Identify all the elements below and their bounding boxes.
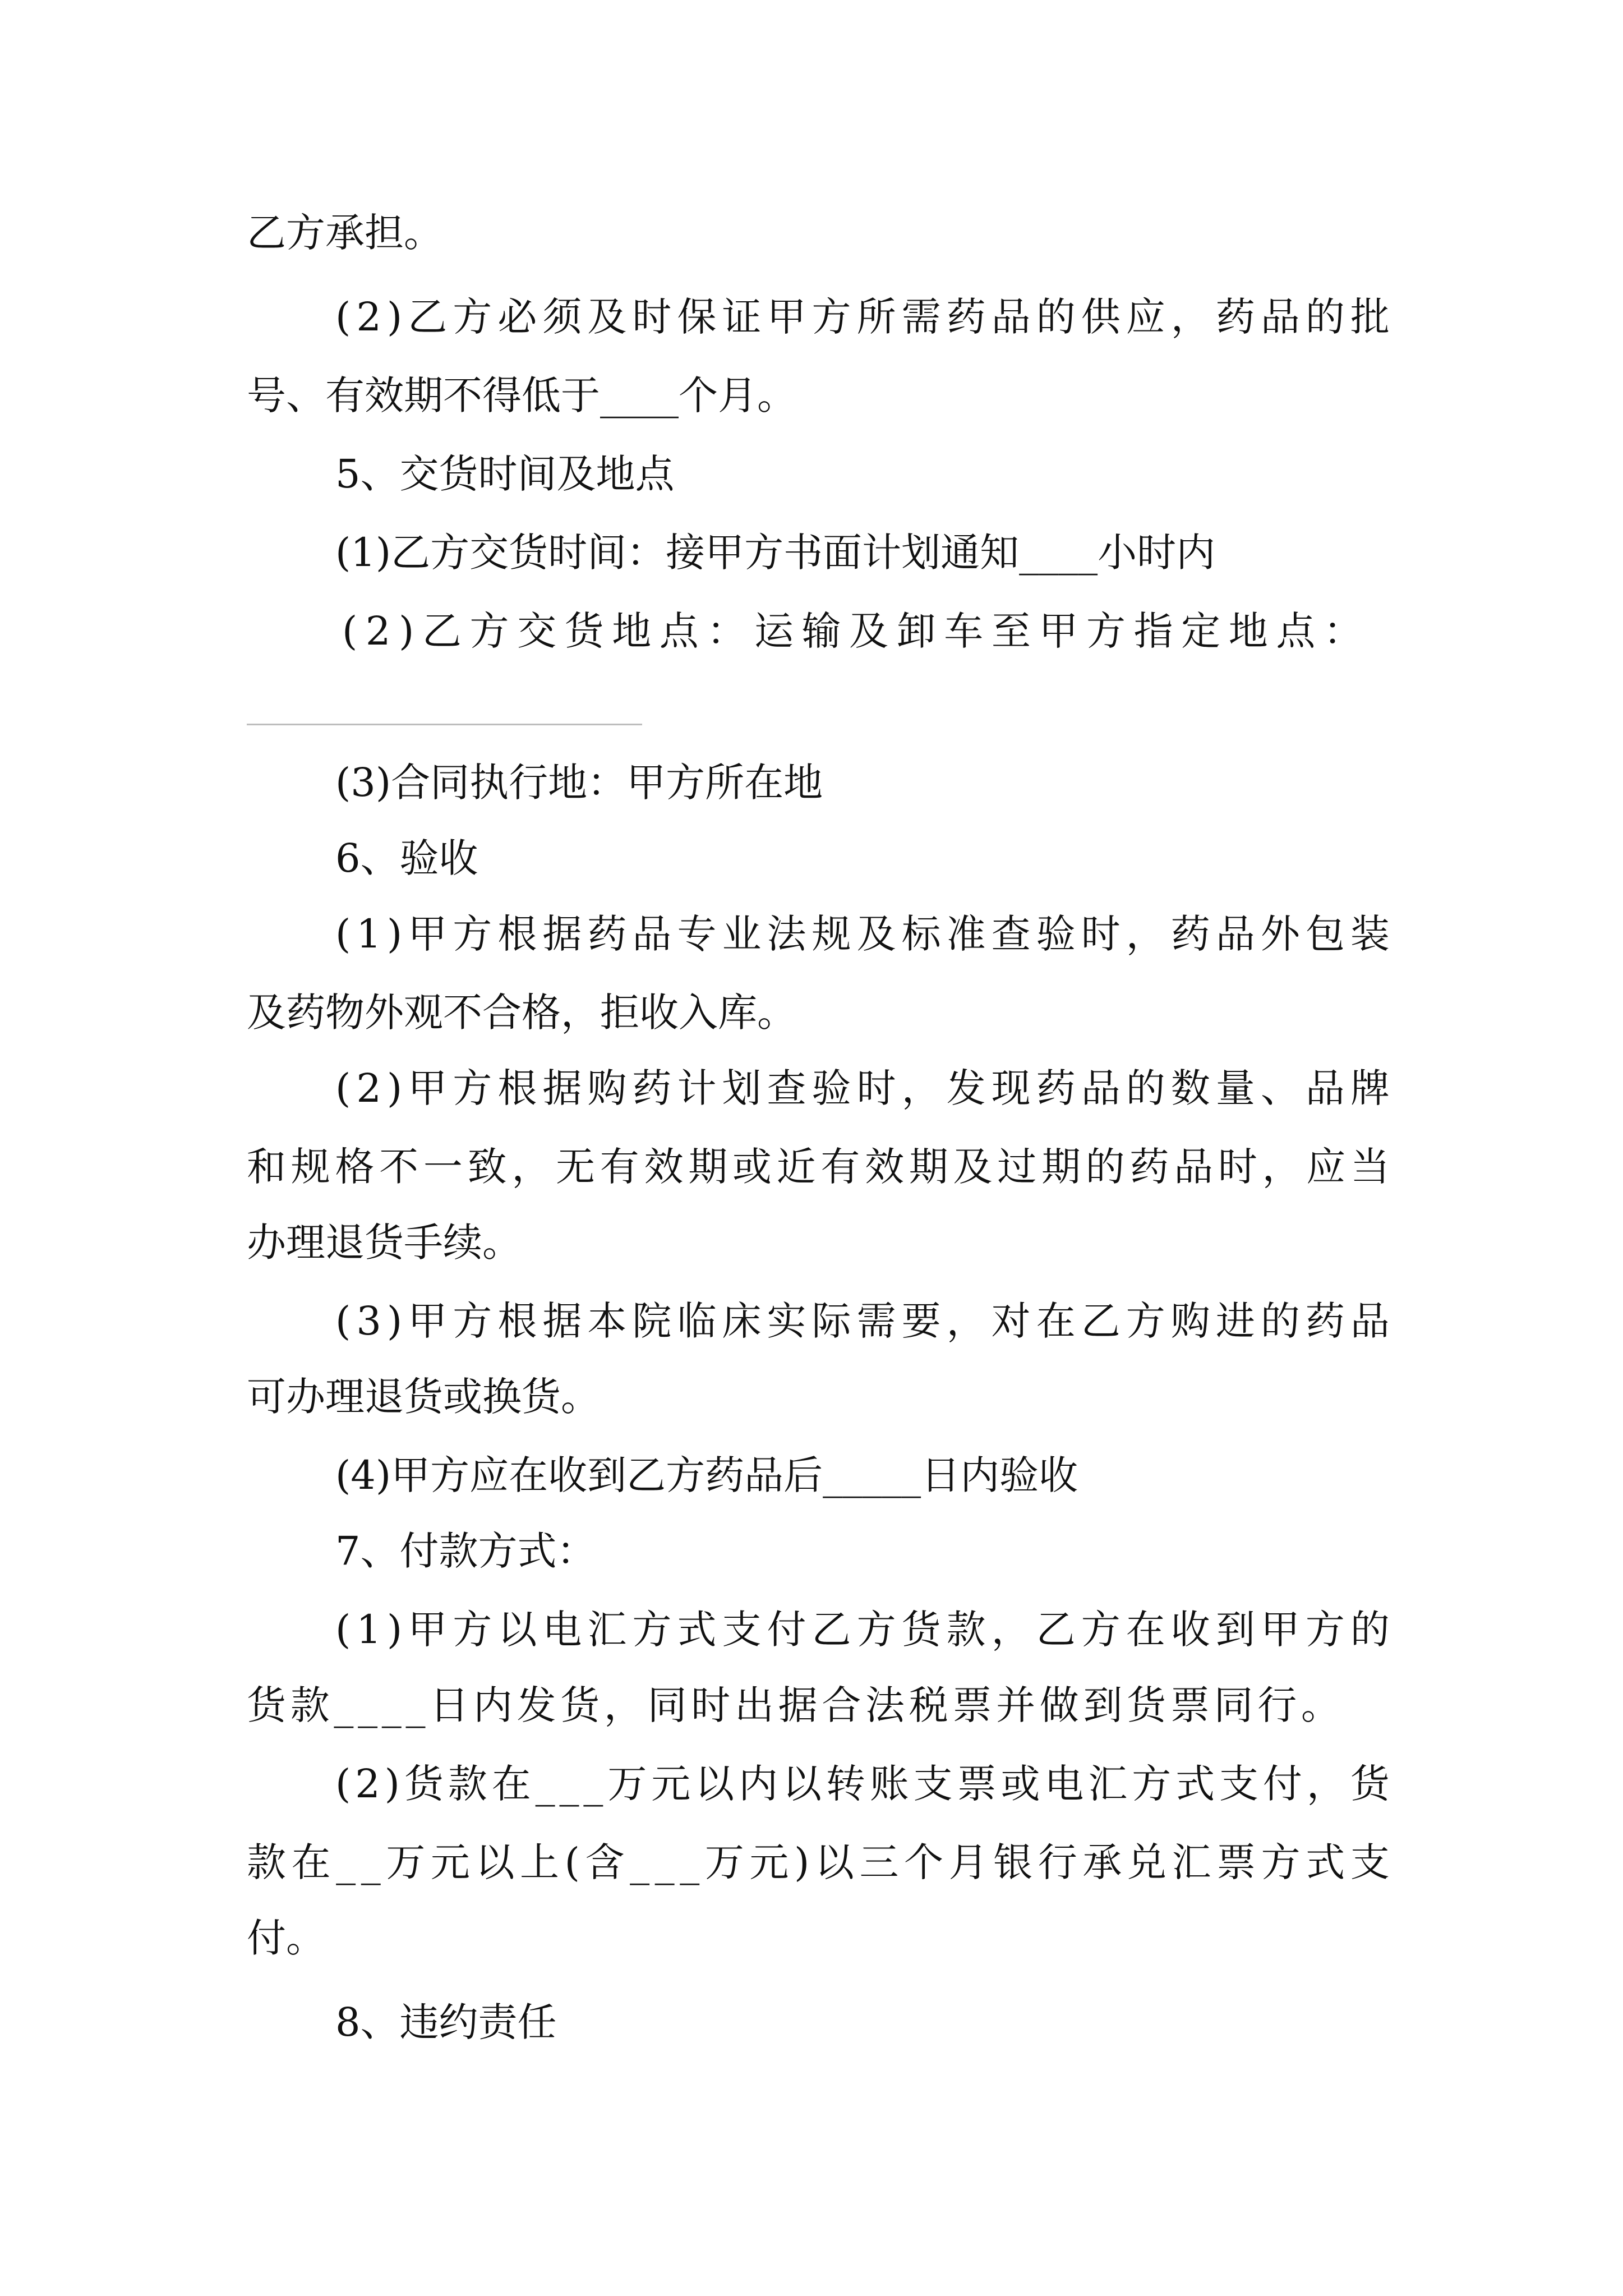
paragraph-line: ( 1 ) 甲 方 根 据 药 品 专 业 法 规 及 标 准 查 验 时 ， 药 品 外 包 装 (335, 911, 1390, 957)
paragraph-line: 办理退货手续。 (247, 1220, 522, 1266)
paragraph-line: 付。 (247, 1915, 325, 1961)
paragraph-line: ( 1 ) 甲 方 以 电 汇 方 式 支 付 乙 方 货 款 ， 乙 方 在 收 到 甲 方 的 (335, 1607, 1390, 1653)
paragraph-line: ( 2 ) 乙 方 交 货 地 点 ： 运 输 及 卸 车 至 甲 方 指 定 地 点 ： (342, 608, 1363, 654)
paragraph-line: ( 2 ) 甲 方 根 据 购 药 计 划 查 验 时 ， 发 现 药 品 的 数 量 、 品 牌 (335, 1065, 1390, 1111)
paragraph-line: ( 2 ) 乙 方 必 须 及 时 保 证 甲 方 所 需 药 品 的 供 应 ， 药 品 的 批 (335, 294, 1390, 340)
paragraph-line: 号、有效期不得低于____个月。 (247, 372, 796, 418)
paragraph-line: (4)甲方应在收到乙方药品后_____日内验收 (335, 1452, 1078, 1498)
paragraph-line: 货 款 _ _ _ _ 日 内 发 货 ， 同 时 出 据 合 法 税 票 并 做 到 货 票 同 行 。 (247, 1682, 1340, 1728)
paragraph-line: 乙方承担。 (247, 210, 443, 256)
section-heading: 8、违约责任 (335, 1999, 557, 2045)
fill-in-blank-line (247, 724, 642, 725)
section-heading: 6、验收 (335, 835, 478, 881)
paragraph-line: 和 规 格 不 一 致 ， 无 有 效 期 或 近 有 效 期 及 过 期 的 药 品 时 ， 应 当 (247, 1144, 1390, 1190)
paragraph-line: 及药物外观不合格，拒收入库。 (247, 990, 796, 1036)
paragraph-line: 可办理退货或换货。 (247, 1374, 600, 1420)
paragraph-line: ( 3 ) 甲 方 根 据 本 院 临 床 实 际 需 要 ， 对 在 乙 方 购 进 的 药 品 (335, 1298, 1390, 1344)
paragraph-line: (3)合同执行地：甲方所在地 (335, 760, 823, 806)
paragraph-line: ( 2 ) 货 款 在 _ _ _ 万 元 以 内 以 转 账 支 票 或 电 汇 方 式 支 付 ， 货 (335, 1761, 1390, 1807)
section-heading: 7、付款方式： (335, 1528, 596, 1574)
section-heading: 5、交货时间及地点 (335, 451, 675, 497)
paragraph-line: 款 在 _ _ 万 元 以 上 ( 含 _ _ _ 万 元 ) 以 三 个 月 银 行 承 兑 汇 票 方 式 支 (247, 1839, 1390, 1885)
paragraph-line: (1)乙方交货时间：接甲方书面计划通知____小时内 (335, 530, 1216, 576)
